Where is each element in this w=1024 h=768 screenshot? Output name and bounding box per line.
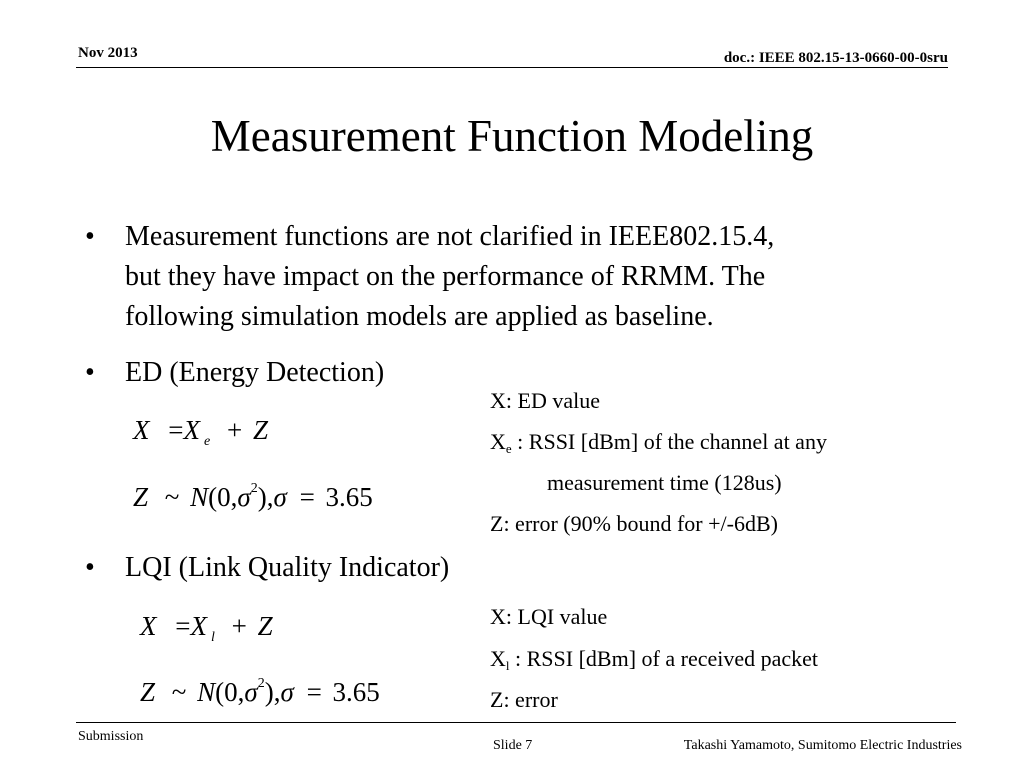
bullet-line: but they have impact on the performance of RRMM. The [125, 261, 766, 292]
eq-operator: + [226, 415, 243, 445]
eq-text: ), [264, 677, 281, 707]
eq-text: (0, [208, 482, 238, 512]
def-text: : RSSI [dBm] of the channel at any [511, 429, 827, 454]
bullet-marker: • [85, 221, 95, 252]
eq-operator: ~ [171, 677, 187, 707]
bullet-measurement-functions [125, 217, 945, 337]
ed-equation-2 [133, 474, 373, 512]
lqi-equation-1 [140, 611, 273, 653]
bullet-ed: ED (Energy Detection) [125, 357, 385, 388]
eq-symbol: N [197, 677, 216, 707]
ed-def-xe [490, 429, 827, 462]
header-divider [76, 67, 948, 68]
bullet-lqi: LQI (Link Quality Indicator) [125, 552, 450, 583]
def-symbol: X [490, 429, 506, 454]
ed-def-xe-continued: measurement time (128us) [547, 470, 782, 495]
eq-operator: ~ [164, 482, 180, 512]
eq-subscript: e [203, 434, 211, 449]
eq-symbol: X [133, 415, 150, 445]
ed-def-z: Z: error (90% bound for +/-6dB) [490, 511, 778, 536]
eq-subscript: l [210, 630, 215, 645]
footer-slide-number: Slide 7 [493, 738, 533, 753]
eq-symbol: N [190, 482, 209, 512]
eq-symbol: X [190, 611, 207, 641]
lqi-def-z: Z: error [490, 687, 558, 712]
eq-symbol: X [140, 611, 157, 641]
eq-symbol: Z [257, 611, 273, 641]
lqi-equation-2 [140, 669, 380, 707]
eq-value: 3.65 [325, 482, 373, 512]
eq-operator: + [231, 611, 247, 641]
eq-operator: = [299, 482, 315, 512]
def-symbol: X [490, 646, 506, 671]
slide-title: Measurement Function Modeling [210, 111, 814, 161]
def-subscript: l [505, 658, 510, 673]
footer-submission: Submission [78, 729, 144, 744]
bullet-marker: • [85, 357, 95, 388]
ed-def-x: X: ED value [490, 388, 600, 413]
header-date: Nov 2013 [78, 45, 138, 61]
eq-symbol: σ [273, 482, 287, 512]
eq-text: ), [257, 482, 274, 512]
ed-equation-1 [133, 415, 268, 457]
def-text: : RSSI [dBm] of a received packet [509, 646, 819, 671]
eq-symbol: σ [237, 482, 251, 512]
bullet-marker: • [85, 552, 95, 583]
bullet-line: Measurement functions are not clarified in IEEE802.15.4, [125, 221, 775, 252]
header-doc-id: doc.: IEEE 802.15-13-0660-00-0sru [723, 50, 948, 66]
eq-operator: = [306, 677, 322, 707]
eq-symbol: Z [252, 415, 268, 445]
lqi-def-xl [490, 646, 818, 679]
eq-symbol: Z [140, 677, 156, 707]
eq-value: 3.65 [332, 677, 380, 707]
eq-superscript: 2 [250, 481, 258, 496]
eq-symbol: X [183, 415, 200, 445]
footer-divider [76, 722, 956, 723]
eq-symbol: σ [280, 677, 294, 707]
eq-symbol: σ [244, 677, 258, 707]
def-subscript: e [505, 441, 512, 456]
eq-text: (0, [215, 677, 245, 707]
bullet-line: following simulation models are applied as baseline. [125, 301, 714, 332]
lqi-def-x: X: LQI value [490, 604, 608, 629]
eq-superscript: 2 [257, 676, 265, 691]
eq-operator: = [175, 611, 191, 641]
eq-operator: = [168, 415, 184, 445]
footer-author: Takashi Yamamoto, Sumitomo Electric Industries [683, 738, 962, 753]
eq-symbol: Z [133, 482, 149, 512]
